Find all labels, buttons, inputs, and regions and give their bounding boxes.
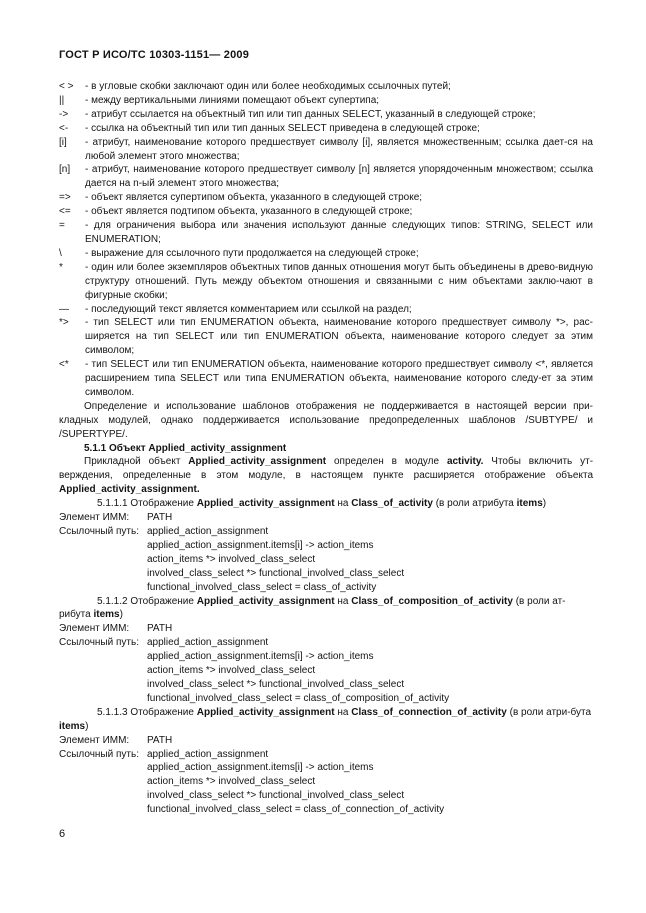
ref-line: functional_involved_class_select = class_of_activity (147, 581, 377, 593)
mapping-title (59, 706, 593, 734)
entity-name: Applied_activity_assignment (188, 456, 327, 468)
legend-item (59, 108, 593, 122)
ref-line: applied_action_assignment (147, 748, 269, 760)
legend-item (59, 247, 593, 261)
mapping-source: Applied_activity_assignment (196, 706, 335, 718)
ref-line: involved_class_select *> functional_involved_class_select (147, 567, 405, 579)
mapping-role-end: ) (542, 498, 547, 510)
aim-label: Элемент ИММ: (59, 623, 130, 635)
legend-text: - тип SELECT или тип ENUMERATION объекта, наименование которого предшествует символу *>, рас-ширяется на тип SELECT или тип ENUMERATION объекта, наименование которого следует за этим символом; (85, 317, 593, 357)
aim-element-row (59, 511, 593, 525)
legend-text: - в угловые скобки заключают один или более необходимых ссылочных путей; (85, 81, 451, 92)
legend-item (59, 191, 593, 205)
ref-label: Ссылочный путь: (59, 526, 139, 537)
mapping-target: Class_of_connection_of_activity (351, 706, 507, 718)
legend-item (59, 261, 593, 303)
entity-name: Applied_activity_assignment. (59, 484, 200, 496)
legend-text: - последующий текст является комментарием или ссылкой на раздел; (85, 303, 412, 315)
mapping-target: Class_of_activity (351, 498, 433, 510)
section-text: определен в модуле (333, 456, 440, 468)
module-name: activity. (446, 456, 484, 468)
ref-line: action_items *> involved_class_select (147, 665, 316, 677)
ref-line: functional_involved_class_select = class_of_connection_of_activity (147, 804, 445, 816)
legend-text: - тип SELECT или тип ENUMERATION объекта, наименование которого предшествует символу <*, является расширением типа SELECT или типа ENUMERATION объекта, наименование которого следу-ет за этим символом. (85, 359, 593, 398)
legend-symbol: < > (59, 81, 74, 92)
ref-line: involved_class_select *> functional_involved_class_select (147, 678, 405, 690)
mapping-role-end: ) (85, 720, 89, 732)
mapping-source: Applied_activity_assignment (196, 498, 335, 510)
reference-path-row (59, 636, 593, 650)
legend-text: - для ограничения выбора или значения используют данные следующих типов: STRING, SELECT или ENUMERATION; (85, 220, 593, 245)
legend-item (59, 219, 593, 247)
legend-symbol: [n] (59, 164, 71, 176)
ref-line: involved_class_select *> functional_involved_class_select (147, 790, 405, 802)
legend-item (59, 303, 593, 317)
legend-text: - между вертикальными линиями помещают объект супертипа; (85, 94, 380, 106)
legend-item (59, 136, 593, 164)
aim-label: Элемент ИММ: (59, 734, 130, 746)
ref-label: Ссылочный путь: (59, 637, 139, 649)
section-text: Чтобы включить ут-верждения, определенные в этом модуле, в настоящем пункте расширяется отображение объекта (59, 456, 594, 482)
legend-symbol: -> (59, 108, 69, 120)
mapping-target: Class_of_composition_of_activity (351, 595, 513, 607)
legend-symbol: <= (59, 206, 71, 218)
aim-element-row (59, 622, 593, 636)
mapping-number: 5.1.1.1 Отображение (97, 498, 194, 510)
mapping-role-attr: items (59, 720, 86, 732)
reference-path-row (59, 525, 593, 539)
legend-text: - атрибут, наименование которого предшествует символу [i], является множественным; ссылка дает-ся на любой элемент этого множества; (85, 136, 593, 162)
page-number: 6 (59, 828, 66, 840)
legend-symbol: *> (59, 317, 69, 329)
legend-symbol: => (59, 192, 71, 204)
section-paragraph (59, 455, 593, 497)
mapping-role: (в роли атрибута (435, 498, 514, 510)
mapping-role: (в роли ат-рибута (59, 595, 566, 621)
section-heading: 5.1.1 Объект Applied_activity_assignment (84, 442, 287, 454)
mapping-on: на (337, 595, 349, 607)
aim-value: PATH (147, 512, 173, 524)
aim-value: PATH (147, 623, 173, 635)
mapping-role-attr: items (516, 498, 543, 510)
mapping-number: 5.1.1.3 Отображение (97, 706, 194, 718)
legend-item (59, 94, 593, 108)
legend-symbol: \ (59, 247, 62, 259)
legend-symbol: || (59, 94, 65, 106)
legend-symbol: = (59, 220, 65, 232)
legend-text: - объект является подтипом объекта, указанного в следующей строке; (85, 206, 413, 218)
page-header: ГОСТ Р ИСО/ТС 10303-1151— 2009 (59, 49, 250, 61)
legend-symbol: <* (59, 359, 69, 371)
legend-text: - объект является супертипом объекта, указанного в следующей строке; (85, 192, 423, 204)
ref-line: applied_action_assignment.items[i] -> action_items (147, 539, 374, 551)
mapping-role: (в роли атри-бута (509, 706, 592, 718)
legend-symbol: [i] (59, 136, 67, 148)
legend-item (59, 358, 593, 400)
legend-text: - атрибут ссылается на объектный тип или тип данных SELECT, указанный в следующей строке; (85, 108, 536, 120)
legend-text: - один или более экземпляров объектных типов данных отношения могут быть объединены в древо-видную структуру отношений. Путь между объектом отношения и связанными с ним объектами заклю-чают в фигурные скобки; (85, 261, 593, 301)
legend-item (59, 122, 593, 136)
mapping-source: Applied_activity_assignment (196, 595, 335, 607)
mapping-block (59, 497, 593, 594)
legend-item (59, 316, 593, 358)
mapping-block (59, 706, 593, 817)
mapping-title (59, 497, 593, 511)
ref-line: functional_involved_class_select = class_of_composition_of_activity (147, 692, 450, 704)
page-body (59, 80, 593, 817)
mapping-on: на (337, 498, 349, 510)
ref-label: Ссылочный путь: (59, 748, 139, 760)
aim-element-row (59, 734, 593, 748)
legend-symbol: <- (59, 122, 69, 134)
legend-text: - выражение для ссылочного пути продолжается на следующей строке; (85, 247, 419, 259)
aim-label: Элемент ИММ: (59, 512, 130, 524)
legend-text: - ссылка на объектный тип или тип данных SELECT приведена в следующей строке; (85, 122, 480, 134)
legend-item (59, 205, 593, 219)
mapping-role-attr: items (93, 609, 120, 621)
reference-path-row (59, 748, 593, 762)
mapping-block (59, 595, 593, 706)
mapping-title (59, 595, 593, 623)
ref-line: applied_action_assignment (147, 526, 269, 537)
legend-text: - атрибут, наименование которого предшествует символу [n] является упорядоченным множеством; ссылка дается на n-ый элемент этого множества; (85, 164, 593, 190)
legend-symbol: — (59, 303, 69, 315)
intro-paragraph: Определение и использование шаблонов отображения не поддерживается в настоящей версии при-кладных модулей, однако поддерживается использование предопределенных шаблонов /SUBTYPE/ и /SUPERTYPE/. (59, 400, 593, 440)
ref-line: action_items *> involved_class_select (147, 776, 316, 788)
legend-symbol: * (59, 261, 63, 273)
ref-line: applied_action_assignment.items[i] -> action_items (147, 651, 374, 663)
aim-value: PATH (147, 734, 173, 746)
legend-item (59, 163, 593, 191)
mapping-on: на (337, 706, 349, 718)
legend-item (59, 80, 593, 94)
ref-line: applied_action_assignment.items[i] -> action_items (147, 762, 374, 774)
section-text: Прикладной объект (84, 456, 181, 468)
ref-line: action_items *> involved_class_select (147, 553, 316, 565)
mapping-role-end: ) (119, 609, 123, 621)
ref-line: applied_action_assignment (147, 637, 269, 649)
mapping-number: 5.1.1.2 Отображение (97, 595, 194, 607)
